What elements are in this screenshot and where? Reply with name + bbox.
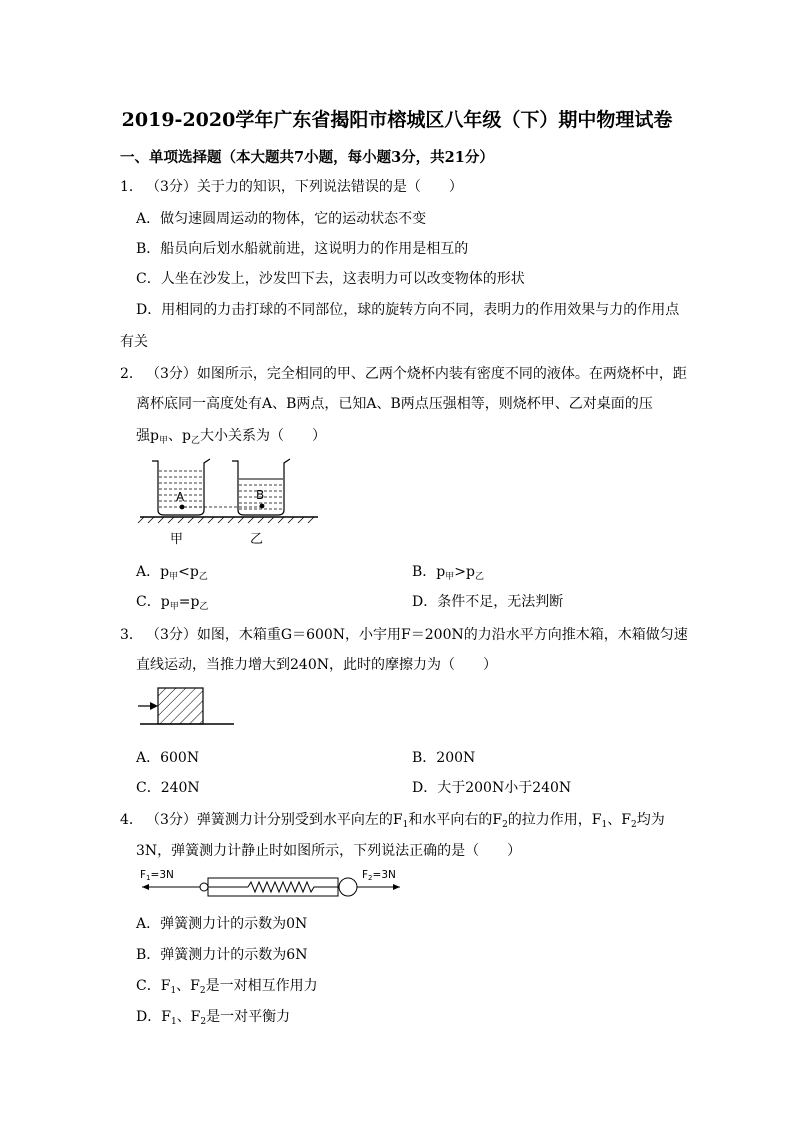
option-d: D．$F_1$、$F_2$是一对平衡力 [136,1009,291,1027]
question-stem-line-2: 离杯底同一高度处有A、B两点，已知A、B两点压强相等，则烧杯甲、乙对桌面的压 [136,396,653,412]
option-b: B．船员向后划水船就前进，这说明力的作用是相互的 [136,241,469,257]
question-stem-line-1: （3分）弹簧测力计分别受到水平向左的$F_1$和水平向右的$F_2$的拉力作用，$F_1$、$F_2$均为 [146,812,665,830]
question-number: 2． [120,366,143,382]
ring [339,878,357,896]
question-stem-line-3: 强$p_甲$、$p_乙$大小关系为（ ） [136,428,326,446]
option-b: B．$p_甲>p_乙$ [412,564,484,582]
page-title: 2019-2020学年广东省揭阳市榕城区八年级（下）期中物理试卷 [121,109,673,131]
hook [200,883,208,891]
beaker-label-2: 乙 [250,532,264,547]
option-d: D．条件不足，无法判断 [412,594,564,610]
beakers-figure [140,455,320,551]
question-number: 4． [120,812,143,828]
option-d: D．用相同的力击打球的不同部位，球的旋转方向不同，表明力的作用效果与力的作用点 [136,302,680,318]
option-a: A．$p_甲<p_乙$ [136,564,208,582]
option-c: C．240N [136,780,200,796]
option-d: D．大于200N小于240N [412,780,572,796]
option-c: C．$p_甲=p_乙$ [136,594,209,612]
option-d-continued: 有关 [120,334,148,350]
option-a: A．弹簧测力计的示数为0N [136,916,308,932]
section-heading: 一、单项选择题（本大题共7小题，每小题3分，共21分） [120,149,494,166]
option-a: A．600N [136,750,200,766]
point-b [260,504,265,509]
crate [158,688,203,724]
question-number: 1． [120,179,143,195]
option-a: A．做匀速圆周运动的物体，它的运动状态不变 [136,211,427,227]
crate-figure [138,686,238,730]
beaker-label-1: 甲 [170,532,184,547]
question-stem-line-2: 3N，弹簧测力计静止时如图所示，下列说法正确的是（ ） [136,843,522,859]
question-stem-line-1: （3分）如图，木箱重G＝600N，小宇用F＝200N的力沿水平方向推木箱，木箱做匀速 [146,627,688,643]
f1-label: F1=3N [140,869,174,882]
option-c: C．人坐在沙发上，沙发凹下去，这表明力可以改变物体的形状 [136,271,525,287]
question-number: 3． [120,627,143,643]
label-a: A [176,490,185,504]
label-b: B [256,488,265,502]
option-c: C．$F_1$、$F_2$是一对相互作用力 [136,978,318,996]
option-b: B．200N [412,750,476,766]
f2-arrow [393,884,400,890]
question-stem-line-1: （3分）如图所示，完全相同的甲、乙两个烧杯内装有密度不同的液体。在两烧杯中，距 [146,366,687,382]
f2-label: F2=3N [362,869,396,882]
f1-arrow [142,884,149,890]
option-b: B．弹簧测力计的示数为6N [136,947,308,963]
question-stem: （3分）关于力的知识，下列说法错误的是（ ） [146,179,463,195]
point-a [180,505,185,510]
question-stem-line-2: 直线运动，当推力增大到240N，此时的摩擦力为（ ） [136,657,497,673]
spring-scale-figure [138,866,403,900]
